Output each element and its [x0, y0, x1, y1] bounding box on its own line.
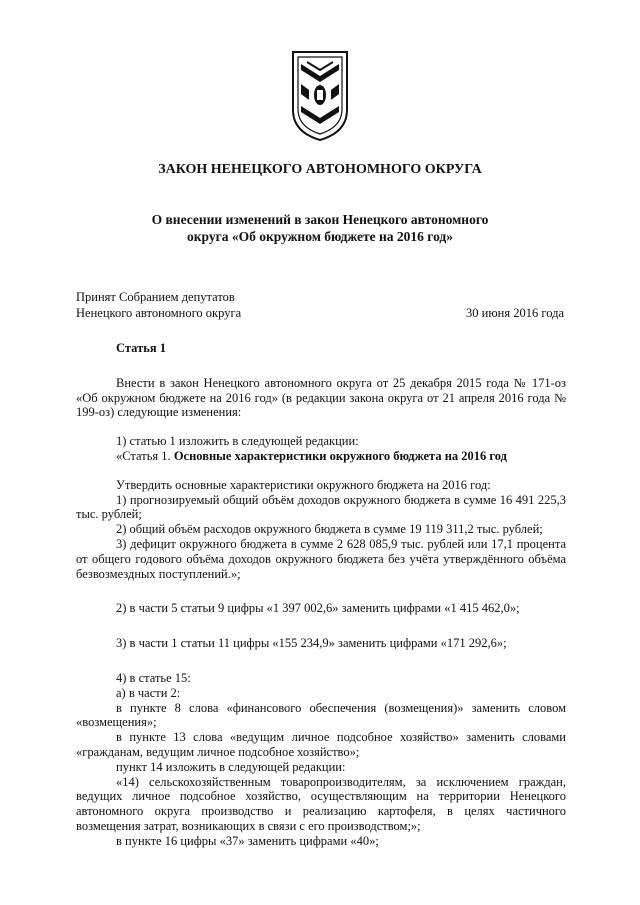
- adoption-date: 30 июня 2016 года: [466, 306, 564, 320]
- budget-characteristic: 3) дефицит окружного бюджета в сумме 2 628 085,9 тыс. рублей или 17,1 процента от общего годового объёма доходов окружного бюджета без учёта утверждённого объёма безвозмездных поступлений.»;: [76, 536, 566, 581]
- amendment-item: 1) статью 1 изложить в следующей редакции:: [116, 434, 359, 449]
- subtitle-line: О внесении изменений в закон Ненецкого автономного: [151, 212, 489, 227]
- article-intro: Внести в закон Ненецкого автономного округа от 25 декабря 2015 года № 171-оз «Об окружном бюджете на 2016 год» (в редакции закона округа от 21 апреля 2016 года № 199-оз) следующие изменения:: [76, 375, 566, 420]
- subtitle-line: округа «Об окружном бюджете на 2016 год»: [186, 229, 454, 244]
- document-body: [76, 341, 566, 849]
- amendment-item: 3) в части 1 статьи 11 цифры «155 234,9» заменить цифрами «171 292,6»;: [116, 636, 507, 651]
- budget-characteristic: 2) общий объём расходов окружного бюджета в сумме 19 119 311,2 тыс. рублей;: [116, 522, 543, 537]
- amendment-subitem: а) в части 2:: [116, 685, 181, 700]
- article-heading: Статья 1: [116, 341, 166, 355]
- amendment-item: 4) в статье 15:: [116, 670, 191, 685]
- amendment-point: пункт 14 изложить в следующей редакции:: [116, 759, 346, 774]
- budget-characteristic: 1) прогнозируемый общий объём доходов окружного бюджета в сумме 16 491 225,3 тыс. рублей;: [76, 492, 566, 522]
- amendment-point: в пункте 16 цифры «37» заменить цифрами «40»;: [116, 833, 379, 848]
- quoted-article-heading: [76, 449, 566, 464]
- quote-title: Основные характеристики окружного бюджета на 2016 год: [173, 448, 507, 463]
- law-subtitle: [100, 211, 540, 245]
- quote-prefix: «Статья 1.: [116, 448, 174, 463]
- adopted-line: Принят Собранием депутатов: [76, 290, 235, 304]
- amendment-item: 2) в части 5 статьи 9 цифры «1 397 002,6» заменить цифрами «1 415 462,0»;: [116, 601, 520, 616]
- adopted-by: [76, 289, 241, 321]
- amendment-point: в пункте 8 слова «финансового обеспечения (возмещения)» заменить словом «возмещения»;: [76, 700, 566, 730]
- amendment-point: в пункте 13 слова «ведущим личное подсобное хозяйство» заменить словами «гражданам, ведущим личное подсобное хозяйство»;: [76, 730, 566, 759]
- coat-of-arms-icon: [287, 48, 353, 144]
- amendment-point: «14) сельскохозяйственным товаропроизводителям, за исключением граждан, ведущих личное подсобное хозяйство, осуществляющим на территории Ненецкого автономного округа производство и реализацию картофеля, в целях частичного возмещения затрат, возникающих в связи с его производством;»;: [76, 774, 566, 833]
- adopted-line: Ненецкого автономного округа: [76, 306, 242, 320]
- approve-paragraph: Утвердить основные характеристики окружного бюджета на 2016 год:: [116, 477, 491, 492]
- law-title: ЗАКОН НЕНЕЦКОГО АВТОНОМНОГО ОКРУГА: [158, 162, 482, 177]
